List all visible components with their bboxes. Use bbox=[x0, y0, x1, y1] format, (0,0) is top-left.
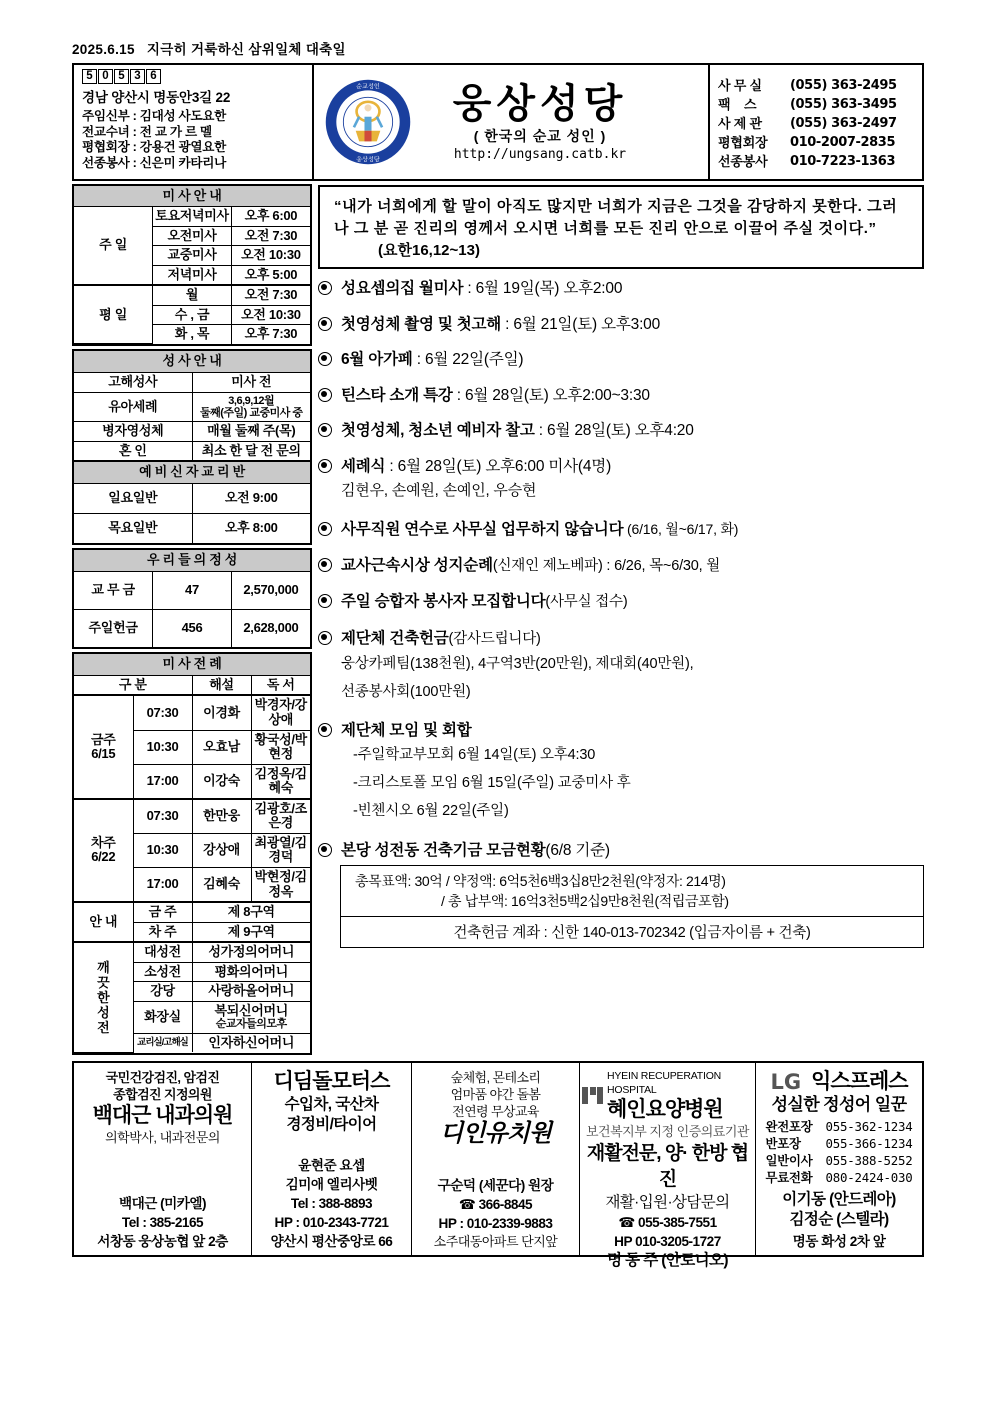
sacrament-value bbox=[192, 392, 310, 422]
liturgy-readers: 황국성/박현정 bbox=[251, 730, 310, 764]
liturgy-time: 10:30 bbox=[133, 730, 192, 764]
bullet-icon bbox=[318, 723, 332, 737]
announcements-list bbox=[318, 278, 924, 948]
announcement-detail: : 6월 28일(토) 오후6:00 미사(4명) bbox=[385, 457, 612, 475]
mass-weekday-label: 평 일 bbox=[74, 285, 153, 344]
offerings-table bbox=[72, 548, 312, 649]
svg-text:순교성인: 순교성인 bbox=[356, 83, 380, 91]
ad-person: 백대근 (미카엘) bbox=[118, 1195, 207, 1211]
bullet-icon bbox=[318, 459, 332, 473]
announcement-detail: : 6월 21일(토) 오후3:00 bbox=[501, 315, 661, 333]
liturgy-commentator: 이경화 bbox=[192, 695, 251, 730]
ad-tagline-2: 종합검진 지정의원 bbox=[113, 1086, 212, 1102]
contact-rectory bbox=[718, 114, 918, 133]
offering-label: 주일헌금 bbox=[74, 609, 153, 647]
gospel-quote-box bbox=[318, 185, 924, 269]
mass-name: 저녁미사 bbox=[153, 265, 232, 285]
ad-tagline-1: 국민건강검진, 암검진 bbox=[105, 1069, 220, 1085]
ad-tel: Tel : 385-2165 bbox=[121, 1214, 204, 1230]
announcement-title: 첫영성체 촬영 및 첫고해 bbox=[341, 315, 502, 333]
zip-digit: 5 bbox=[82, 69, 97, 84]
liturgy-commentator: 김혜숙 bbox=[192, 867, 251, 902]
staff-pastor: 주임신부 : 김대성 사도요한 bbox=[82, 109, 227, 123]
liturgy-commentator: 한만웅 bbox=[192, 799, 251, 834]
announcement-detail: : 6월 28일(토) 오후4:20 bbox=[534, 422, 694, 439]
ad-diin-kindergarten[interactable] bbox=[412, 1063, 580, 1255]
phone-label: 무료전화 bbox=[765, 1169, 813, 1185]
liturgy-header-division: 구 분 bbox=[74, 675, 192, 695]
catechumen-label: 목요일반 bbox=[74, 513, 192, 543]
cleaning-team: 사랑하올어머니 bbox=[192, 982, 310, 1002]
ad-address: 양산시 평산중앙로 66 bbox=[270, 1233, 393, 1249]
cleaning-place: 교리실/고해실 bbox=[133, 1033, 192, 1052]
cleaning-place: 대성전 bbox=[133, 942, 192, 962]
announcement-detail: : 6월 19일(목) 오후2:00 bbox=[463, 280, 623, 297]
bulletin-dateline: 2025.6.15 지극히 거룩하신 삼위일체 대축일 bbox=[72, 42, 346, 57]
guidance-district: 제 8구역 bbox=[192, 902, 310, 922]
fund-amounts bbox=[341, 866, 923, 917]
ad-didimdol-motors[interactable] bbox=[252, 1063, 412, 1255]
phone-row bbox=[758, 1169, 920, 1186]
masthead-parish-info bbox=[74, 65, 314, 179]
ad-tel: Tel : 388-8893 bbox=[290, 1195, 373, 1211]
sacrament-value: 매월 둘째 주(목) bbox=[192, 422, 310, 442]
liturgy-week-label: 금주 6/15 bbox=[74, 695, 133, 798]
hospital-logo-icon bbox=[582, 1069, 753, 1123]
announcement-item bbox=[318, 720, 924, 825]
announcement-detail: (사무실 접수) bbox=[545, 594, 628, 610]
catechumen-value: 오후 8:00 bbox=[192, 513, 310, 543]
liturgy-readers: 박경자/강상애 bbox=[251, 695, 310, 730]
phone-row bbox=[758, 1152, 920, 1169]
announcement-title: 틴스타 소개 특강 bbox=[341, 386, 453, 404]
right-column bbox=[318, 185, 924, 1055]
lg-brand-icon: LG bbox=[770, 1069, 802, 1094]
ad-name: 디인유치원 bbox=[440, 1119, 551, 1147]
announcement-subline: -주일학교부모회 6월 14일(토) 오후4:30 bbox=[353, 747, 596, 763]
sacrament-label: 혼 인 bbox=[74, 441, 192, 461]
phone-label: 일반이사 bbox=[765, 1152, 813, 1168]
bullet-icon bbox=[318, 594, 332, 608]
cleaning-place: 소성전 bbox=[133, 962, 192, 982]
mass-time: 오전 10:30 bbox=[231, 305, 310, 325]
church-website[interactable]: http://ungsang.catb.kr bbox=[453, 146, 627, 162]
fund-line-2: / 총 납부액: 16억3천5백2십9만8천원(적립금포함) bbox=[441, 892, 729, 909]
ad-phone-list bbox=[758, 1118, 920, 1186]
phone-row bbox=[758, 1135, 920, 1152]
contact-value: 010-7223-1363 bbox=[790, 153, 896, 169]
bullet-icon bbox=[318, 843, 332, 857]
contact-label: 사 제 관 bbox=[718, 115, 762, 131]
announcement-title: 사무직원 연수로 사무실 업무하지 않습니다 bbox=[341, 521, 624, 538]
contact-value: (055) 363-2497 bbox=[790, 115, 897, 131]
sacrament-label: 병자영성체 bbox=[74, 422, 192, 442]
staff-council-president: 평협회장 : 강용건 광열요한 bbox=[82, 140, 227, 154]
liturgy-header-commentator: 해설 bbox=[192, 675, 251, 695]
liturgy-readers: 박현정/김정옥 bbox=[251, 867, 310, 902]
ad-person: 명 동 주 (안토니오) bbox=[607, 1251, 728, 1269]
phone-number: 080-2424-030 bbox=[825, 1169, 913, 1185]
bullet-icon bbox=[318, 558, 332, 572]
cleaning-team: 인자하신어머니 bbox=[192, 1033, 310, 1052]
ad-description: 재활·입원·상담문의 bbox=[605, 1193, 730, 1211]
announcement-item bbox=[318, 555, 924, 577]
sacraments-table bbox=[72, 349, 312, 545]
staff-sister: 전교수녀 : 전 교 가 르 멜 bbox=[82, 124, 212, 139]
ad-specialty: 재활전문, 양· 한방 협진 bbox=[586, 1142, 749, 1190]
mass-name: 화 , 목 bbox=[153, 325, 232, 344]
ad-name: 백대근 내과의원 bbox=[92, 1103, 233, 1127]
liturgy-time: 07:30 bbox=[133, 695, 192, 730]
offering-amount: 2,628,000 bbox=[231, 609, 310, 647]
announcement-detail: : 6월 28일(토) 오후2:00~3:30 bbox=[452, 386, 650, 404]
advertisements-row bbox=[72, 1061, 924, 1269]
ad-baekdaegeun-clinic[interactable] bbox=[74, 1063, 252, 1255]
ad-address: 서창동 웅상농협 앞 2층 bbox=[97, 1233, 228, 1249]
cleaning-team: 성가정의어머니 bbox=[192, 942, 310, 962]
phone-number: 055-388-5252 bbox=[825, 1152, 913, 1168]
cleaning-team-line1: 복되신어머니 bbox=[214, 1002, 289, 1018]
fund-line-1: 총목표액: 30억 / 약정액: 6억5천6백3십8만2천원(약정자: 214명) bbox=[355, 872, 726, 889]
liturgy-time: 07:30 bbox=[133, 799, 192, 834]
church-subtitle: ( 한국의 순교 성인 ) bbox=[473, 127, 607, 144]
cleaning-team: 평화의어머니 bbox=[192, 962, 310, 982]
ad-hyein-hospital[interactable] bbox=[580, 1063, 756, 1269]
ad-mobile: HP : 010-2343-7721 bbox=[274, 1214, 389, 1230]
announcement-title: 제단체 건축헌금 bbox=[341, 629, 449, 647]
mass-sunday-label: 주 일 bbox=[74, 207, 153, 286]
left-column bbox=[72, 185, 312, 1055]
announcement-detail: (6/16, 월~6/17, 화) bbox=[623, 521, 739, 537]
sacraments-title: 성 사 안 내 bbox=[74, 351, 310, 372]
cleaning-team-line2: 순교자들의모후 bbox=[215, 1018, 287, 1031]
mass-name: 교중미사 bbox=[153, 246, 232, 266]
announcement-detail: (감사드립니다) bbox=[448, 630, 541, 647]
announcement-subline: -빈첸시오 6월 22일(주일) bbox=[353, 803, 509, 819]
masthead bbox=[72, 63, 924, 181]
ad-address: 소주대동아파트 단지앞 bbox=[433, 1233, 558, 1249]
offerings-title: 우 리 들 의 정 성 bbox=[74, 550, 310, 571]
logo-bars-icon bbox=[582, 1087, 603, 1104]
contact-label: 평협회장 bbox=[718, 134, 768, 150]
announcement-title: 주일 승합자 봉사자 모집합니다 bbox=[341, 593, 546, 610]
fund-account: 건축헌금 계좌 : 신한 140-013-702342 (입금자이름 + 건축) bbox=[453, 924, 811, 941]
liturgy-readers: 김정옥/김혜숙 bbox=[251, 764, 310, 799]
ad-service-1: 수입차, 국산차 bbox=[284, 1095, 379, 1113]
mass-time: 오전 7:30 bbox=[231, 226, 310, 246]
bullet-icon bbox=[318, 352, 332, 366]
offering-count: 456 bbox=[153, 609, 232, 647]
staff-funeral-service: 선종봉사 : 신은미 카타리나 bbox=[82, 155, 227, 170]
mass-time: 오전 7:30 bbox=[231, 285, 310, 305]
ad-name: 혜인요양병원 bbox=[607, 1097, 723, 1121]
mass-time: 오후 6:00 bbox=[231, 207, 310, 227]
ad-tel: ☎ 366-8845 bbox=[458, 1196, 533, 1212]
ad-name: 디딤돌모터스 bbox=[273, 1069, 390, 1093]
parish-address: 경남 양산시 명동안3길 22 bbox=[82, 90, 231, 105]
announcement-item bbox=[318, 456, 924, 505]
announcement-item bbox=[318, 420, 924, 441]
masthead-title-block bbox=[314, 65, 710, 179]
sacrament-label: 고해성사 bbox=[74, 373, 192, 393]
liturgy-readers: 김광호/조은경 bbox=[251, 799, 310, 834]
cleaning-place: 화장실 bbox=[133, 1001, 192, 1033]
contact-fax bbox=[718, 95, 918, 114]
mass-time: 오전 10:30 bbox=[231, 246, 310, 266]
cleaning-place: 강당 bbox=[133, 982, 192, 1002]
ad-certification: 보건복지부 지정 인증의료기관 bbox=[586, 1123, 749, 1139]
mass-name: 월 bbox=[153, 285, 232, 305]
announcement-item bbox=[318, 278, 924, 299]
mass-guide-title: 미 사 안 내 bbox=[74, 186, 310, 207]
bullet-icon bbox=[318, 631, 332, 645]
postal-code bbox=[82, 69, 306, 84]
announcement-item bbox=[318, 385, 924, 406]
ad-description: 의학박사, 내과전문의 bbox=[105, 1129, 220, 1145]
liturgy-commentator: 오효남 bbox=[192, 730, 251, 764]
zip-digit: 5 bbox=[114, 69, 129, 84]
liturgy-commentator: 이강숙 bbox=[192, 764, 251, 799]
sacrament-value: 최소 한 달 전 문의 bbox=[192, 441, 310, 461]
contact-funeral bbox=[718, 152, 918, 171]
ad-name: 익스프레스 bbox=[811, 1069, 908, 1093]
svg-text:웅상성당: 웅상성당 bbox=[356, 156, 380, 164]
contact-value: (055) 363-2495 bbox=[790, 77, 897, 93]
ad-person: 구순덕 (세꾼다) 원장 bbox=[437, 1177, 554, 1193]
zip-digit: 3 bbox=[130, 69, 145, 84]
liturgy-header-readers: 독 서 bbox=[251, 675, 310, 695]
gospel-quote-reference: (요한16,12~13) bbox=[378, 242, 480, 259]
announcement-subline: 웅상카페팀(138천원), 4구역3반(20만원), 제대회(40만원), bbox=[341, 655, 694, 672]
liturgy-table bbox=[72, 652, 312, 1054]
announcement-item bbox=[318, 519, 924, 540]
contact-council bbox=[718, 133, 918, 152]
announcement-title: 제단체 모임 및 회합 bbox=[341, 722, 472, 739]
announcement-title: 6월 아가페 bbox=[341, 351, 413, 368]
ad-tagline-2: 엄마품 야간 돌봄 bbox=[450, 1086, 541, 1102]
announcement-detail: (6/8 기준) bbox=[545, 841, 610, 859]
catechumen-value: 오전 9:00 bbox=[192, 483, 310, 513]
liturgy-week-label: 차주 6/22 bbox=[74, 799, 133, 902]
bullet-icon bbox=[318, 522, 332, 536]
announcement-subline: -크리스토폴 모임 6월 15일(주일) 교중미사 후 bbox=[353, 775, 631, 791]
announcement-title: 성요셉의집 월미사 bbox=[341, 280, 464, 297]
catechumen-title: 예 비 신 자 교 리 반 bbox=[74, 461, 310, 483]
sacrament-value-line1: 3,6,9,12월 bbox=[228, 394, 275, 407]
mass-name: 수 , 금 bbox=[153, 305, 232, 325]
bullet-icon bbox=[318, 423, 332, 437]
ad-tagline-3: 전연령 무상교육 bbox=[452, 1103, 539, 1119]
liturgy-readers: 최광열/김경덕 bbox=[251, 833, 310, 867]
announcement-item bbox=[318, 628, 924, 706]
liturgy-commentator: 강상애 bbox=[192, 833, 251, 867]
phone-label: 완전포장 bbox=[765, 1118, 813, 1134]
announcement-detail: : 6월 22일(주일) bbox=[412, 351, 524, 368]
offering-amount: 2,570,000 bbox=[231, 571, 310, 609]
phone-number: 055-366-1234 bbox=[825, 1135, 913, 1151]
zip-digit: 6 bbox=[146, 69, 161, 84]
announcement-subline: 선종봉사회(100만원) bbox=[341, 683, 471, 700]
contact-label: 팩 스 bbox=[718, 96, 757, 112]
ad-mobile: HP : 010-2339-9883 bbox=[438, 1215, 553, 1231]
phone-number: 055-362-1234 bbox=[825, 1118, 913, 1134]
catechumen-label: 일요일반 bbox=[74, 483, 192, 513]
masthead-contacts bbox=[710, 65, 922, 179]
announcement-title: 교사근속시상 성지순례 bbox=[341, 556, 493, 574]
announcement-item bbox=[318, 314, 924, 335]
cleaning-label: 깨 끗 한 성 전 bbox=[74, 942, 133, 1052]
sacrament-label: 유아세례 bbox=[74, 392, 192, 422]
offering-count: 47 bbox=[153, 571, 232, 609]
offering-label: 교 무 금 bbox=[74, 571, 153, 609]
announcement-title: 첫영성체, 청소년 예비자 찰고 bbox=[341, 422, 535, 439]
mass-time: 오후 5:00 bbox=[231, 265, 310, 285]
building-fund-box bbox=[340, 865, 924, 948]
guidance-when: 금 주 bbox=[133, 902, 192, 922]
bullet-icon bbox=[318, 317, 332, 331]
bulletin-body bbox=[72, 185, 924, 1055]
ad-lg-express[interactable] bbox=[756, 1063, 922, 1255]
ad-person-1: 윤현준 요셉 bbox=[298, 1157, 365, 1173]
guidance-district: 제 9구역 bbox=[192, 922, 310, 942]
announcement-title: 세례식 bbox=[341, 457, 386, 475]
announcement-item bbox=[318, 349, 924, 370]
ad-service-2: 경정비/타이어 bbox=[286, 1115, 377, 1133]
guidance-when: 차 주 bbox=[133, 922, 192, 942]
announcement-title: 본당 성전동 건축기금 모금현황 bbox=[341, 841, 546, 859]
announcement-item bbox=[318, 591, 924, 613]
ad-tel: ☎ 055-385-7551 bbox=[618, 1214, 717, 1230]
parish-emblem-icon bbox=[324, 78, 412, 166]
mass-guide-table bbox=[72, 184, 312, 347]
ad-tagline-1: 숲체험, 몬테소리 bbox=[450, 1069, 541, 1085]
contact-value: 010-2007-2835 bbox=[790, 134, 896, 150]
announcement-item bbox=[318, 840, 924, 861]
cleaning-team bbox=[192, 1001, 310, 1033]
announcement-detail: (신재인 제노베파) : 6/26, 목~6/30, 월 bbox=[492, 557, 721, 574]
liturgy-title: 미 사 전 례 bbox=[74, 654, 310, 675]
bullet-icon bbox=[318, 388, 332, 402]
sacrament-value: 미사 전 bbox=[192, 373, 310, 393]
ad-person-1: 이기동 (안드레아) bbox=[782, 1190, 896, 1208]
zip-digit: 0 bbox=[98, 69, 113, 84]
guidance-label: 안 내 bbox=[74, 902, 133, 942]
ad-slogan: 성실한 정성어 일꾼 bbox=[771, 1094, 907, 1114]
sacrament-value-line2: 둘째(주일) 교중미사 중 bbox=[199, 406, 303, 419]
ad-mobile: HP 010-3205-1727 bbox=[614, 1233, 721, 1249]
contact-label: 선종봉사 bbox=[718, 153, 768, 169]
ad-person-2: 김정순 (스텔라) bbox=[789, 1210, 889, 1228]
ad-english-name: HYEIN RECUPERATION HOSPITAL bbox=[607, 1069, 722, 1096]
phone-row bbox=[758, 1118, 920, 1135]
mass-name: 오전미사 bbox=[153, 226, 232, 246]
announcement-subline: 김현우, 손예원, 손예인, 우승현 bbox=[341, 481, 537, 499]
ad-person-2: 김미애 엘리사벳 bbox=[285, 1176, 378, 1192]
mass-time: 오후 7:30 bbox=[231, 325, 310, 344]
church-name: 웅상성당 bbox=[452, 81, 628, 126]
liturgy-time: 10:30 bbox=[133, 833, 192, 867]
bullet-icon bbox=[318, 281, 332, 295]
gospel-quote-text: “내가 너희에게 할 말이 아직도 많지만 너희가 지금은 그것을 감당하지 못한다. 그러나 그 분 곧 진리의 영께서 오시면 너희를 모든 진리 안으로 이끌어 주실 것이다.” bbox=[334, 198, 898, 237]
ad-address: 명동 화성 2차 앞 bbox=[792, 1233, 886, 1249]
liturgy-time: 17:00 bbox=[133, 764, 192, 799]
liturgy-time: 17:00 bbox=[133, 867, 192, 902]
contact-value: (055) 363-3495 bbox=[790, 96, 897, 112]
contact-office bbox=[718, 76, 918, 95]
mass-name: 토요저녁미사 bbox=[153, 207, 232, 227]
phone-label: 반포장 bbox=[765, 1135, 801, 1151]
contact-label: 사 무 실 bbox=[718, 77, 762, 93]
